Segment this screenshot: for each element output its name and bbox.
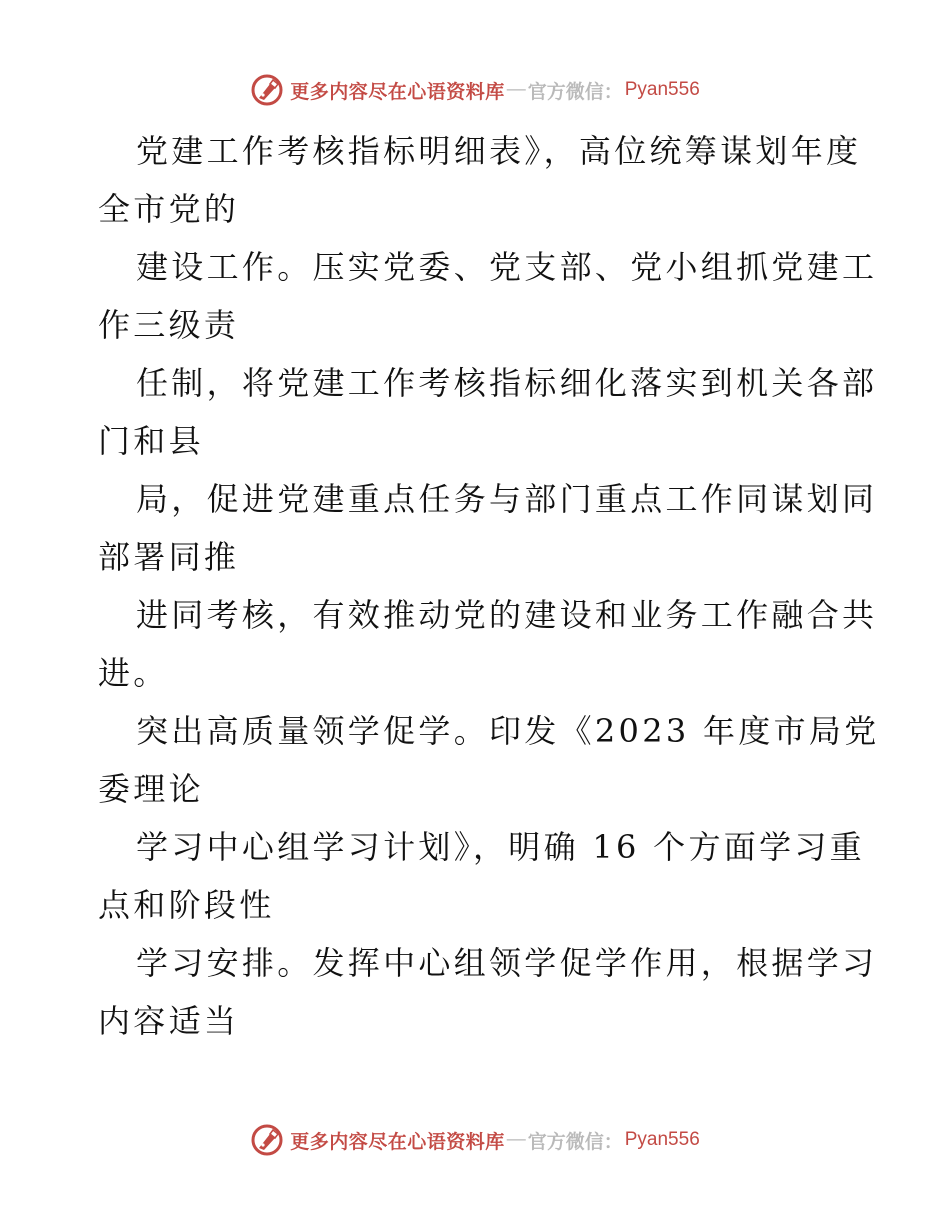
banner-separator: — — [506, 79, 526, 100]
text-line: 进同考核，有效推动党的建设和业务工作融合共 — [136, 596, 878, 634]
text-line: 委理论 — [98, 770, 204, 808]
text-line: 作三级责 — [98, 306, 240, 344]
text-line: 进。 — [98, 654, 169, 692]
text-line: 学习中心组学习计划》，明确 16 个方面学习重 — [136, 828, 865, 866]
banner-separator: — — [506, 1129, 526, 1150]
pen-nib-circle-icon — [250, 73, 284, 107]
banner-contact-id: Pyan556 — [624, 1129, 700, 1150]
banner-contact-label: 官方微信： — [527, 1130, 623, 1153]
banner-contact-label: 官方微信： — [527, 80, 623, 103]
banner-contact-id: Pyan556 — [624, 79, 700, 100]
header-banner — [0, 70, 950, 110]
banner-main-text: 更多内容尽在心语资料库 — [290, 80, 505, 103]
text-line: 部署同推 — [98, 538, 240, 576]
document-body — [98, 122, 880, 1050]
text-line: 局，促进党建重点任务与部门重点工作同谋划同 — [136, 480, 878, 518]
text-line: 点和阶段性 — [98, 886, 275, 924]
text-line: 党建工作考核指标明细表》，高位统筹谋划年度 — [136, 132, 862, 170]
text-line: 内容适当 — [98, 1002, 240, 1040]
text-line: 任制，将党建工作考核指标细化落实到机关各部 — [136, 364, 878, 402]
banner-main-text: 更多内容尽在心语资料库 — [290, 1130, 505, 1153]
footer-banner — [0, 1120, 950, 1160]
text-line: 学习安排。发挥中心组领学促学作用，根据学习 — [136, 944, 878, 982]
text-line: 突出高质量领学促学。印发《2023 年度市局党 — [136, 712, 880, 750]
pen-nib-circle-icon — [250, 1123, 284, 1157]
text-line: 全市党的 — [98, 190, 240, 228]
text-line: 建设工作。压实党委、党支部、党小组抓党建工 — [136, 248, 878, 286]
text-line: 门和县 — [98, 422, 204, 460]
